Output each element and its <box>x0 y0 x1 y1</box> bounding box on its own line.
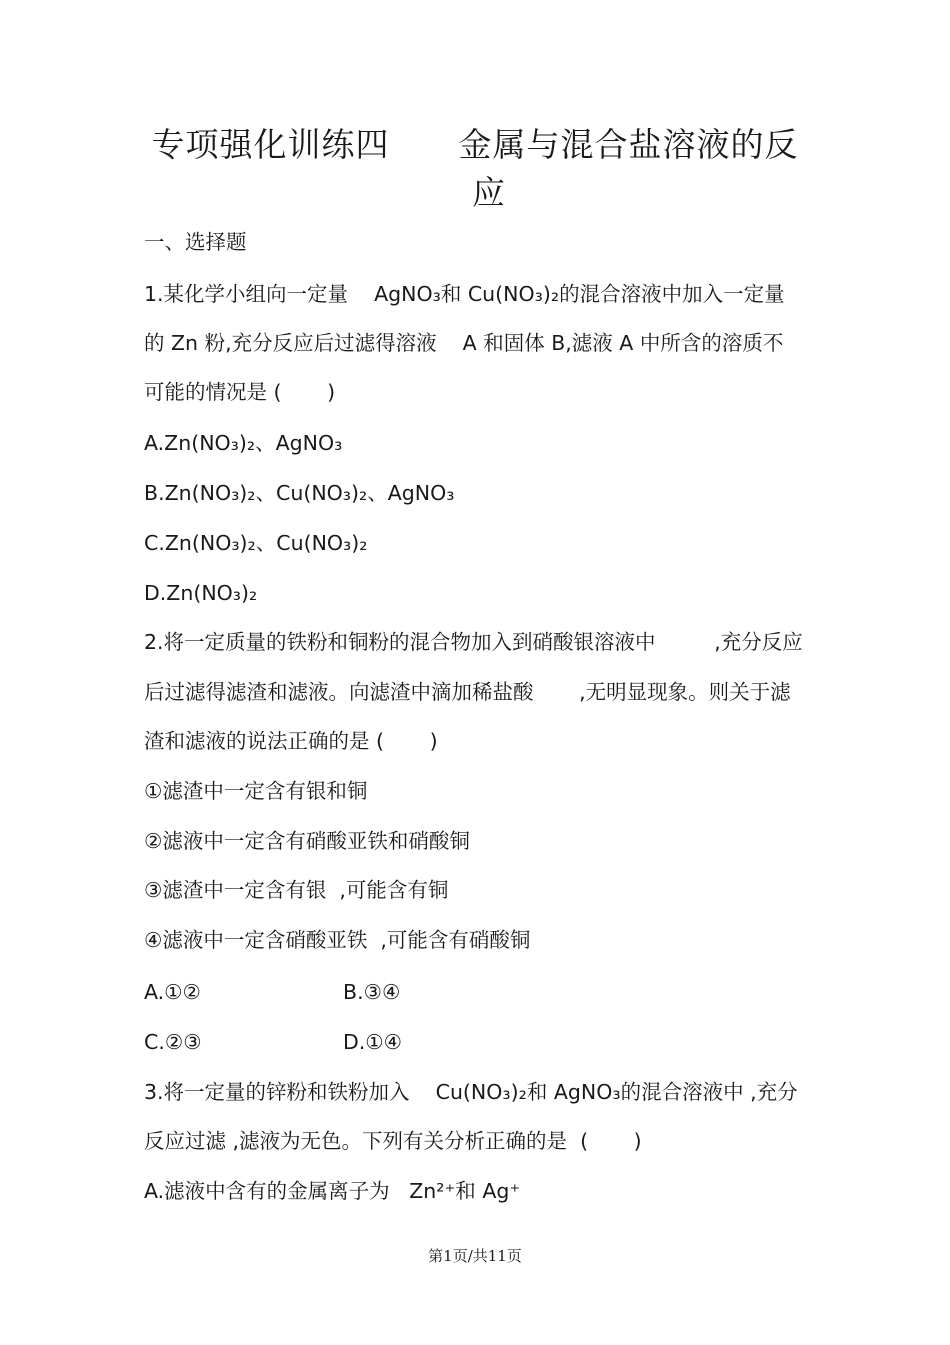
page-title-line-2: 应 <box>472 173 506 212</box>
q2-line-3: 渣和滤液的说法正确的是 ( ) <box>144 729 438 753</box>
q2-statement-2: ②滤液中一定含有硝酸亚铁和硝酸铜 <box>144 829 470 853</box>
q2-option-b: B.③④ <box>343 980 401 1004</box>
q1-line-3: 可能的情况是 ( ) <box>144 380 336 404</box>
q3-option-a: A.滤液中含有的金属离子为 Zn²⁺和 Ag⁺ <box>144 1179 521 1203</box>
q2-statement-1: ①滤渣中一定含有银和铜 <box>144 779 368 803</box>
section-heading: 一、选择题 <box>144 230 247 254</box>
q1-option-d: D.Zn(NO₃)₂ <box>144 581 258 605</box>
q1-option-c: C.Zn(NO₃)₂、Cu(NO₃)₂ <box>144 531 368 555</box>
q1-line-1: 1.某化学小组向一定量 AgNO₃和 Cu(NO₃)₂的混合溶液中加入一定量 <box>144 282 785 306</box>
q1-option-a: A.Zn(NO₃)₂、AgNO₃ <box>144 431 343 455</box>
q2-line-1: 2.将一定质量的铁粉和铜粉的混合物加入到硝酸银溶液中 ,充分反应 <box>144 630 803 654</box>
q2-option-a: A.①② <box>144 980 201 1004</box>
q3-line-2: 反应过滤 ,滤液为无色。下列有关分析正确的是 ( ) <box>144 1129 642 1153</box>
page-title-line-1: 专项强化训练四 金属与混合盐溶液的反 <box>151 125 799 164</box>
q2-option-c: C.②③ <box>144 1030 202 1054</box>
q2-line-2: 后过滤得滤渣和滤液。向滤渣中滴加稀盐酸 ,无明显现象。则关于滤 <box>144 680 791 704</box>
q1-line-2: 的 Zn 粉,充分反应后过滤得溶液 A 和固体 B,滤液 A 中所含的溶质不 <box>144 331 784 355</box>
page-footer: 第1页/共11页 <box>428 1247 522 1265</box>
q1-option-b: B.Zn(NO₃)₂、Cu(NO₃)₂、AgNO₃ <box>144 481 455 505</box>
q3-line-1: 3.将一定量的锌粉和铁粉加入 Cu(NO₃)₂和 AgNO₃的混合溶液中 ,充分 <box>144 1080 798 1104</box>
q2-statement-3: ③滤渣中一定含有银 ,可能含有铜 <box>144 878 449 902</box>
q2-option-d: D.①④ <box>343 1030 403 1054</box>
q2-statement-4: ④滤液中一定含硝酸亚铁 ,可能含有硝酸铜 <box>144 928 531 952</box>
